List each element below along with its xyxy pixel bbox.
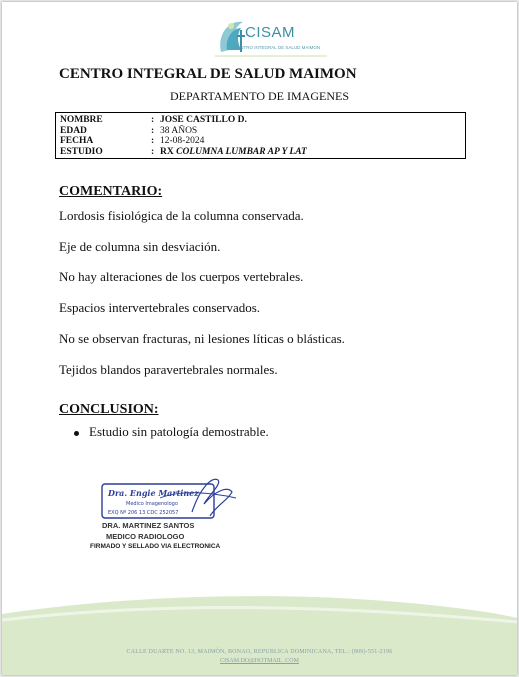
logo-subtitle: CENTRO INTEGRAL DE SALUD MAIMON — [234, 45, 321, 50]
comentario-title: COMENTARIO: — [59, 184, 163, 199]
department-text: DEPARTAMENTO DE IMAGENES — [170, 89, 349, 103]
org-name: CENTRO INTEGRAL DE SALUD MAIMON — [59, 66, 357, 82]
edad-colon: : — [151, 125, 155, 136]
estudio-prefix: RX — [160, 146, 174, 157]
nombre-label: NOMBRE — [60, 115, 103, 125]
signer-role: MEDICO RADIOLOGO — [106, 532, 185, 541]
finding-line: Tejidos blandos paravertebrales normales. — [59, 362, 278, 377]
stamp-line-3: EXQ Nº 206 13 CDC 252057 — [108, 510, 179, 516]
estudio-value — [160, 147, 307, 158]
nombre-colon: : — [151, 115, 155, 125]
stamp-line-2: Medico Imagenologo — [126, 501, 178, 507]
stamp-line-1: Dra. Engie Martinez — [108, 488, 199, 498]
estudio-colon: : — [151, 146, 155, 157]
fecha-label: FECHA — [60, 136, 94, 146]
finding-line: No hay alteraciones de los cuerpos vertebrales. — [59, 269, 304, 284]
signature-note: FIRMADO Y SELLADO VIA ELECTRONICA — [90, 543, 221, 550]
finding-line: Eje de columna sin desviación. — [59, 239, 221, 254]
nombre-value: JOSE CASTILLO D. — [160, 115, 247, 125]
finding-line: No se observan fracturas, ni lesiones líticas o blásticas. — [59, 331, 345, 346]
signature-stamp-icon — [100, 468, 240, 524]
finding-line: Lordosis fisiológica de la columna conservada. — [59, 208, 304, 223]
edad-label: EDAD — [60, 125, 87, 136]
fecha-value: 12-08-2024 — [160, 136, 205, 146]
estudio-name: COLUMNA LUMBAR AP Y LAT — [176, 146, 307, 157]
footer-email-link[interactable]: CISAM.DO@HOTMAIL .COM — [220, 658, 299, 664]
patient-info-box — [55, 112, 466, 159]
footer-address: CALLE DUARTE NO. 13, MAIMÓN, BONAO, REPUBLICA DOMINICANA, TEL.: (809)-551-2196 — [126, 649, 393, 655]
signer-name: DRA. MARTINEZ SANTOS — [102, 521, 195, 530]
conclusion-item: Estudio sin patología demostrable. — [59, 424, 269, 440]
conclusion-title: CONCLUSION: — [59, 402, 159, 417]
estudio-label: ESTUDIO — [60, 146, 103, 157]
finding-line: Espacios intervertebrales conservados. — [59, 300, 261, 315]
fecha-colon: : — [151, 136, 155, 146]
document-page — [2, 2, 517, 675]
logo-text: CISAM — [245, 24, 296, 41]
department-title — [2, 89, 517, 104]
edad-value: 38 AÑOS — [160, 125, 198, 136]
conclusion-list — [59, 424, 269, 440]
